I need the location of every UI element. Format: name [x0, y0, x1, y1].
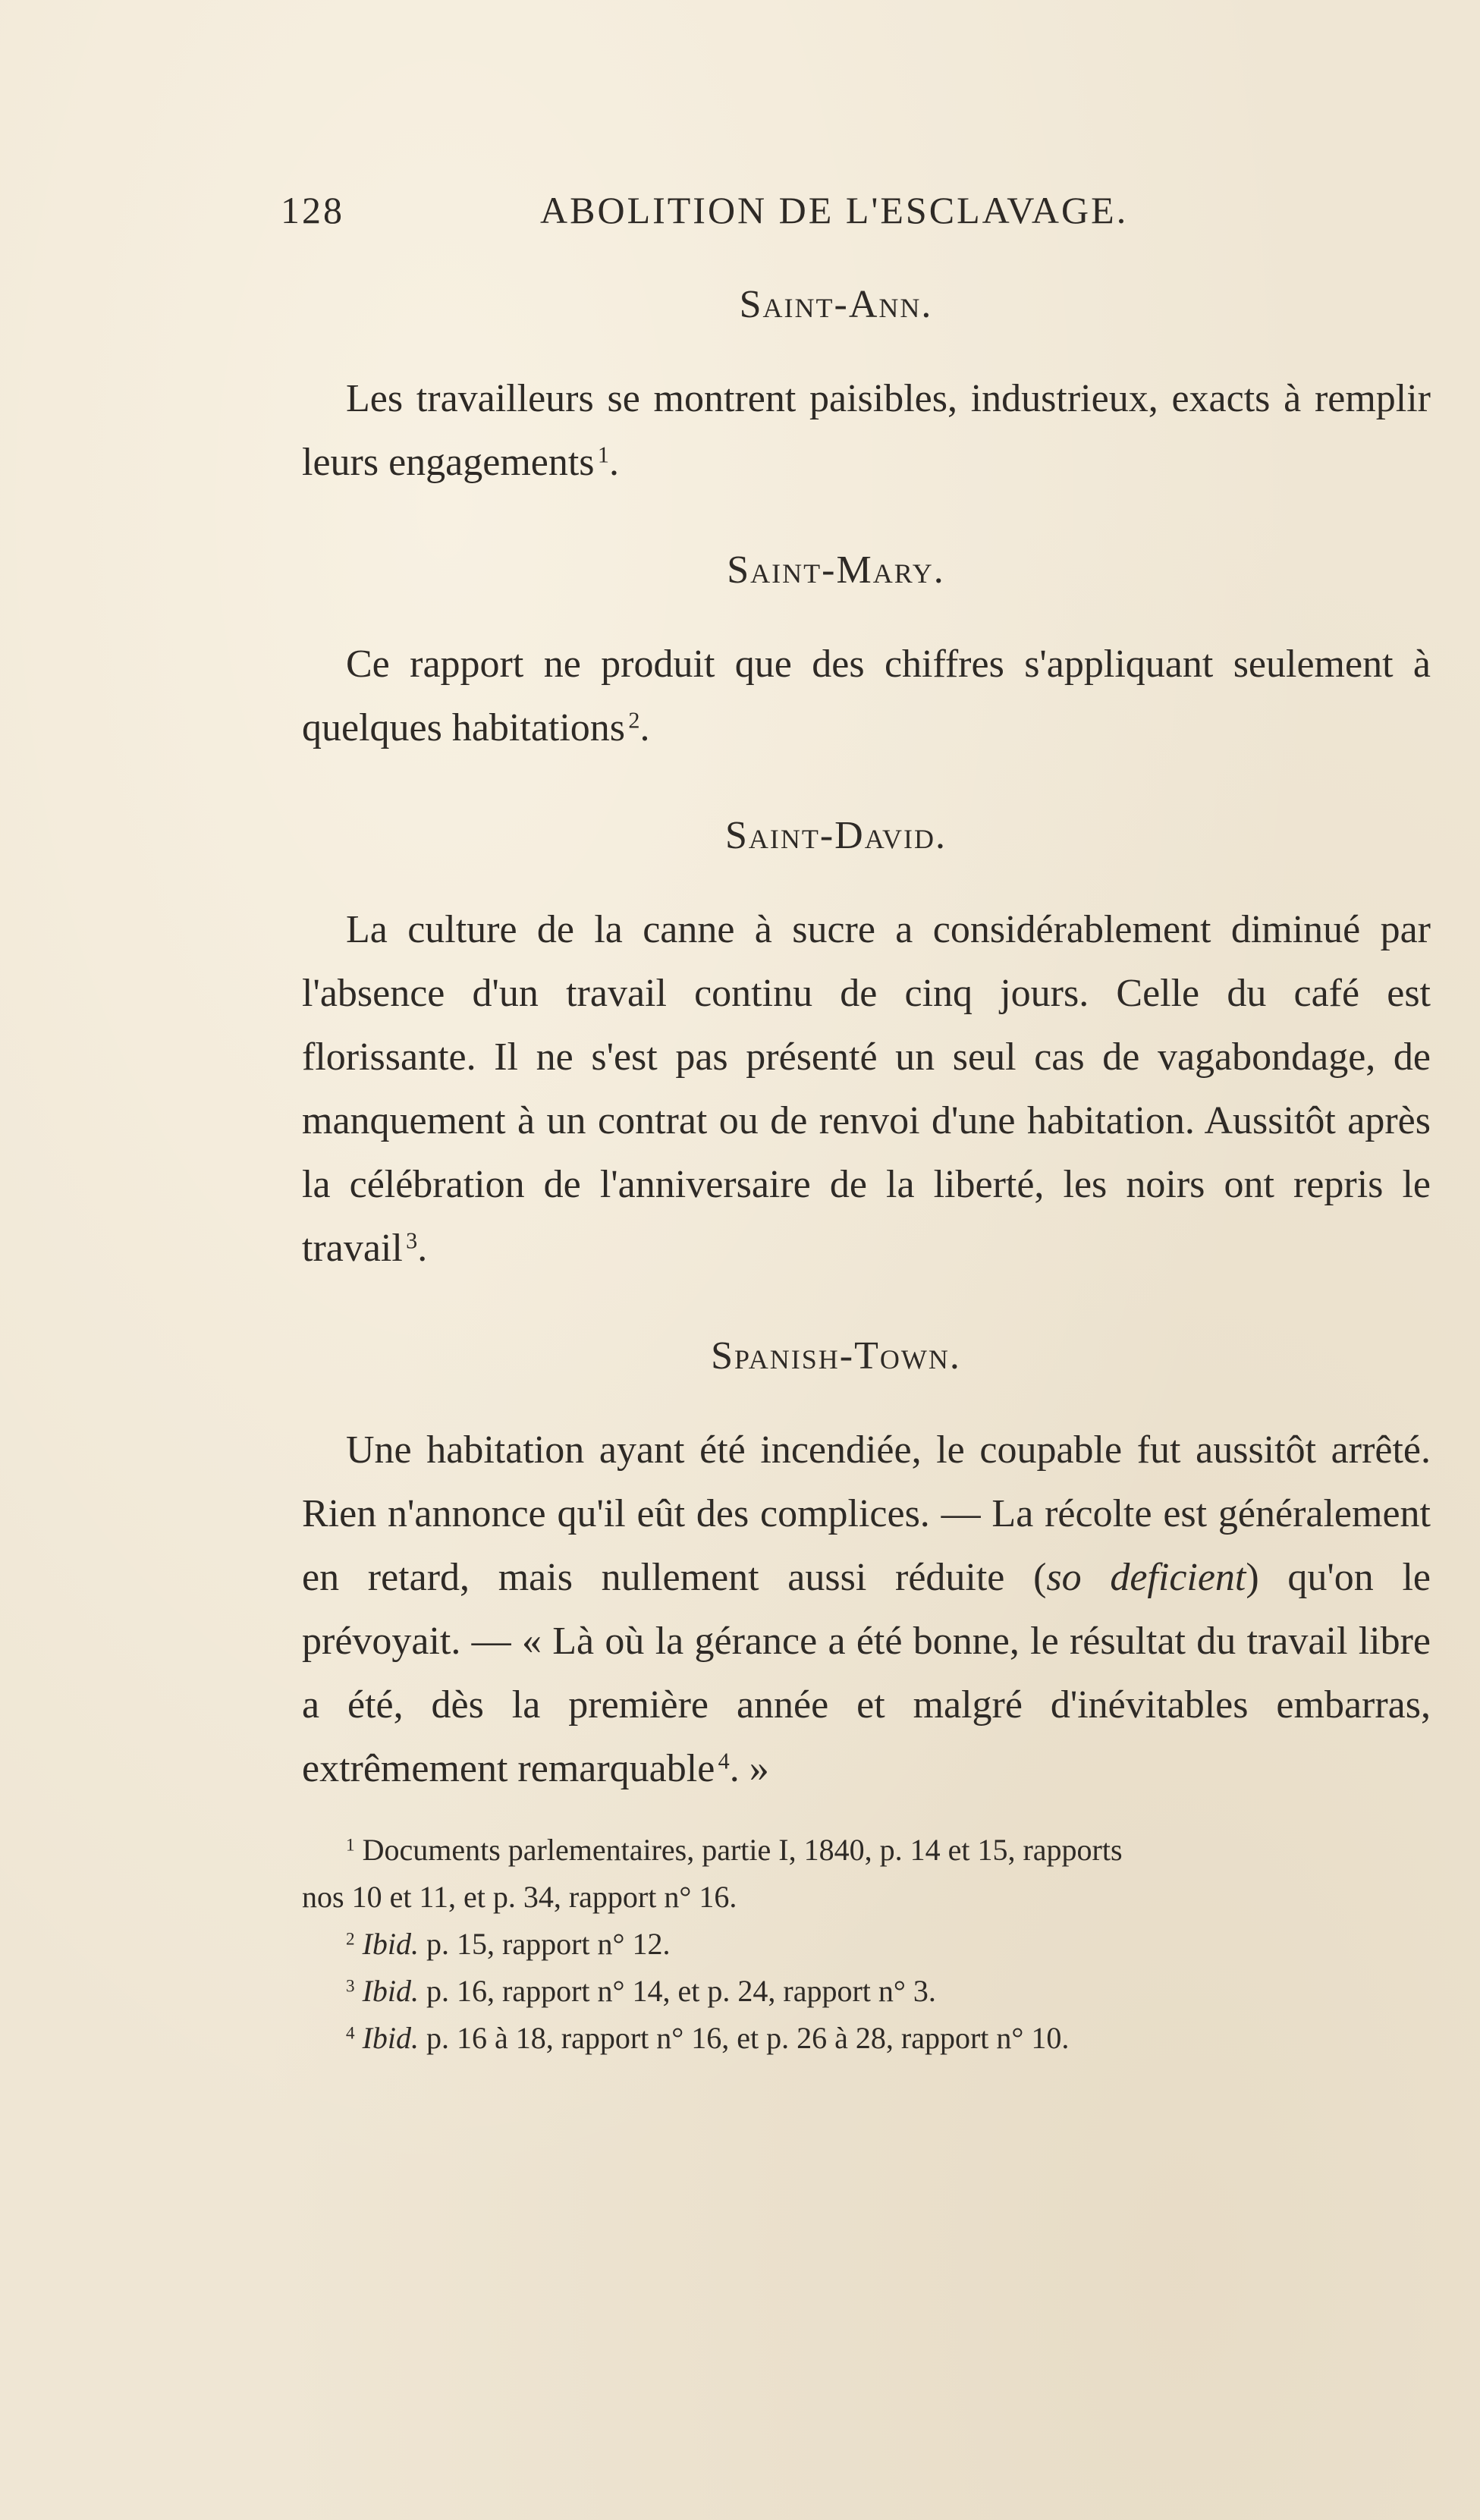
paragraph-text: Les travailleurs se montrent paisibles, industrieux, exacts à remplir leurs engagements: [302, 377, 1431, 484]
footnote-reference: 2: [628, 707, 640, 734]
section-heading-spanish-town: Spanish-Town.: [711, 1334, 961, 1378]
footnote-text: p. 16, rapport n° 14, et p. 24, rapport n° 3.: [419, 1974, 936, 2008]
paragraph-text-after-italic: ) qu'on le prévoyait. — « Là où la gérance a été bonne, le résultat du travail libre a été, dès la première année et malgré d'inévitables embarras, extrêmement remarquable: [302, 1556, 1431, 1790]
section-heading-saint-ann: Saint-Ann.: [739, 283, 933, 326]
footnote-2: [302, 1921, 1425, 1968]
running-head: [281, 188, 1221, 241]
paragraph-saint-ann: [302, 367, 1431, 495]
footnote-text: p. 16 à 18, rapport n° 16, et p. 26 à 28, rapport n° 10.: [419, 2021, 1070, 2055]
paragraph-saint-david: [302, 898, 1431, 1280]
paragraph-text: La culture de la canne à sucre a considérablement diminué par l'absence d'un travail continu de cinq jours. Celle du café est florissante. Il ne s'est pas présenté un seul cas de vagabondage, de manquement à un contrat ou de renvoi d'une habitation. Aussitôt après la célébration de l'anniversaire de la liberté, les noirs ont repris le travail: [302, 908, 1431, 1270]
paragraph-spanish-town: [302, 1419, 1431, 1801]
footnotes: [302, 1827, 1425, 2062]
paragraph-text: Ce rapport ne produit que des chiffres s'appliquant seulement à quelques habitations: [302, 643, 1431, 749]
page-number: 128: [281, 189, 344, 231]
footnote-reference: 4: [718, 1748, 730, 1774]
footnote-mark: 2: [346, 1929, 355, 1950]
footnote-mark: 3: [346, 1976, 355, 1997]
footnote-1: [302, 1827, 1425, 1874]
footnote-1-continuation: nos 10 et 11, et p. 34, rapport n° 16.: [302, 1880, 737, 1914]
footnote-ibid: Ibid.: [362, 2021, 419, 2055]
paragraph-saint-mary: [302, 633, 1431, 760]
section-heading-saint-david: Saint-David.: [724, 814, 947, 857]
footnote-reference: 1: [597, 441, 609, 468]
paragraph-tail: . »: [729, 1747, 769, 1790]
footnote-mark: 4: [346, 2023, 355, 2044]
footnote-3: [302, 1968, 1425, 2015]
footnote-mark: 1: [346, 1835, 355, 1855]
paragraph-tail: .: [417, 1227, 428, 1270]
english-quote: so deficient: [1046, 1556, 1246, 1599]
footnote-4: [302, 2015, 1425, 2062]
paragraph-tail: .: [608, 441, 619, 484]
footnote-reference: 3: [406, 1227, 418, 1254]
footnote-ibid: Ibid.: [362, 1927, 419, 1961]
footnote-ibid: Ibid.: [362, 1974, 419, 2008]
body-text: [302, 273, 1431, 1845]
footnote-text: p. 15, rapport n° 12.: [419, 1927, 671, 1961]
paragraph-tail: .: [639, 706, 650, 749]
section-heading-saint-mary: Saint-Mary.: [727, 548, 945, 592]
paragraph-text-before-italic: Une habitation ayant été incendiée, le coupable fut aussitôt arrêté. Rien n'annonce qu'il eût des complices. — La récolte est généralement en retard, mais nullement aussi réduite (: [302, 1428, 1431, 1599]
running-title: ABOLITION DE L'ESCLAVAGE.: [540, 189, 1129, 231]
footnote-text: Documents parlementaires, partie I, 1840, p. 14 et 15, rapports: [362, 1833, 1123, 1867]
